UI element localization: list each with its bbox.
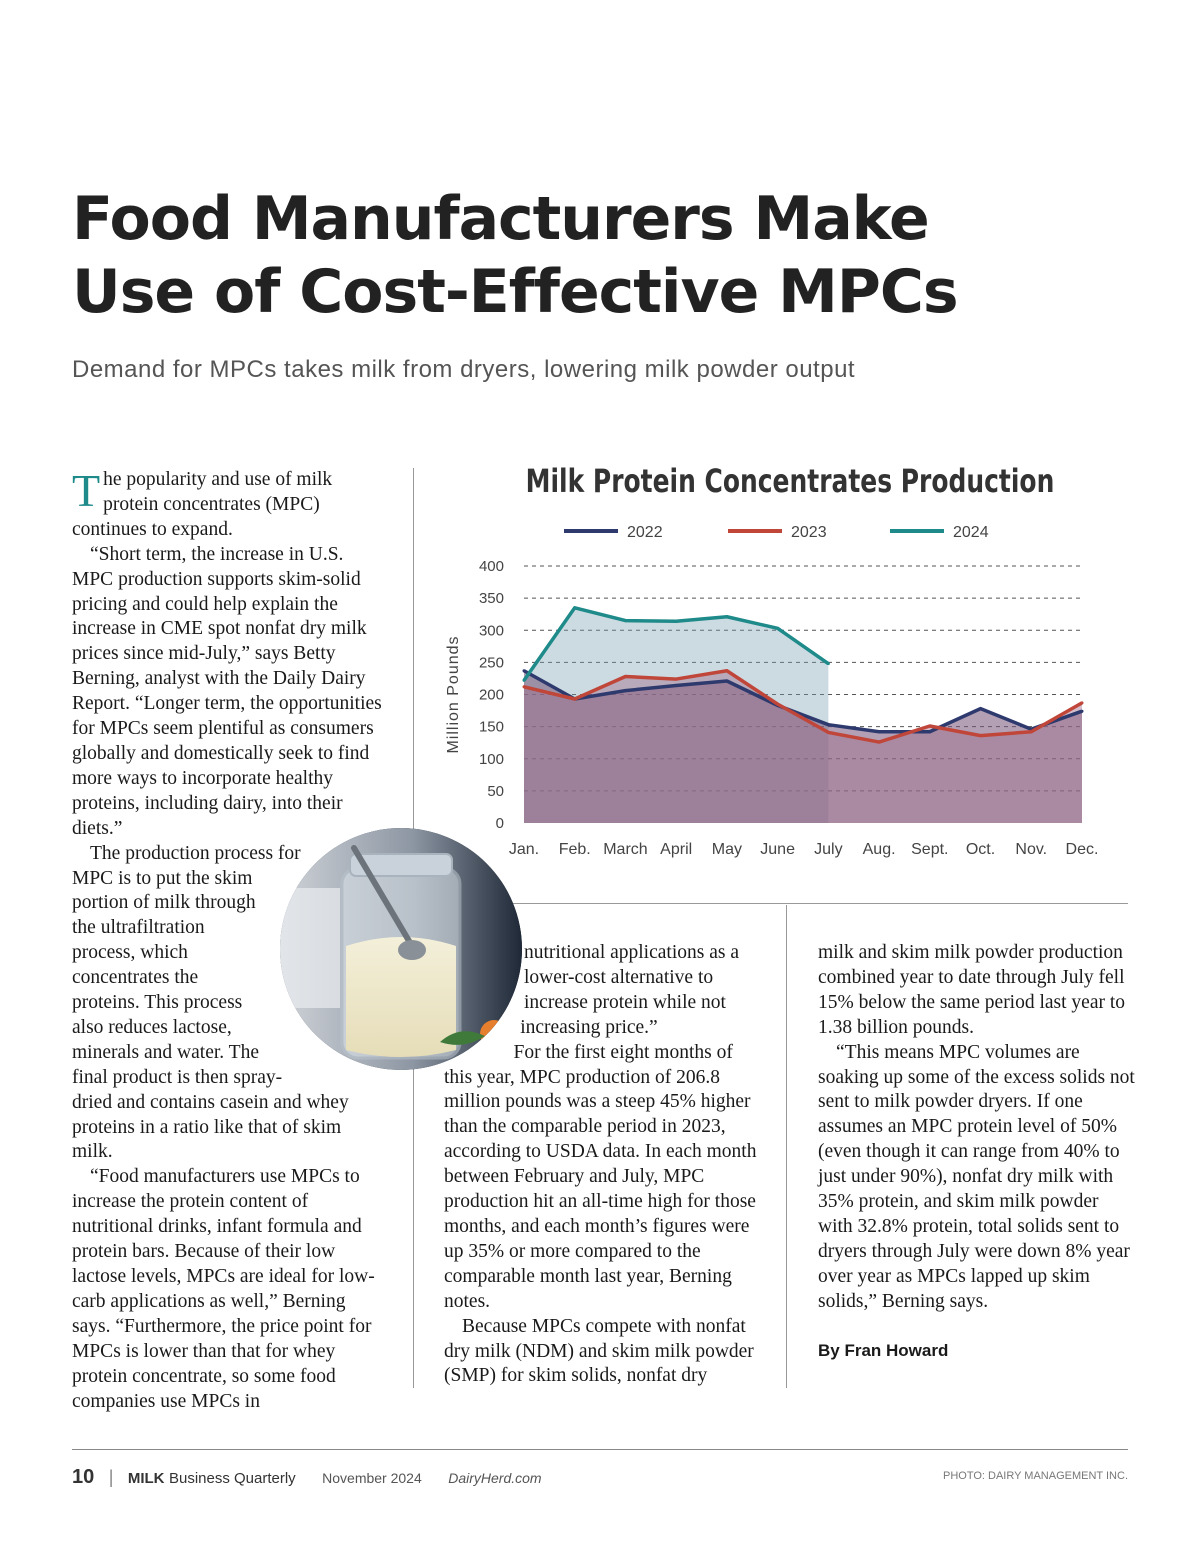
data-point-2024 (573, 606, 576, 609)
data-point-2024 (725, 615, 728, 618)
data-point-2023 (624, 675, 627, 678)
data-point-2023 (1030, 730, 1033, 733)
data-point-2024 (776, 627, 779, 630)
x-tick-label: May (711, 841, 743, 858)
data-point-2023 (776, 703, 779, 706)
col1-paragraph-3: The production process for MPC is to put the skim portion of milk through the ultrafiltration process, which concentrates the proteins. This process also reduces lactose, minerals and water. The final product is then spray-dried and contains casein and whey proteins in a ratio like that of skim milk. (72, 842, 349, 1163)
data-point-2023 (979, 734, 982, 737)
y-tick-label: 400 (478, 558, 504, 575)
x-tick-label: March (603, 841, 648, 858)
data-point-2022 (928, 730, 931, 733)
data-point-2023 (675, 678, 678, 681)
col3-paragraph-1: milk and skim milk powder production combined year to date through July fell 15% below the same period last year to 1.38 billion pounds. (818, 942, 1126, 1038)
col2-paragraph-1: nutritional applications as a lower-cost alternative to increase protein while not increasing price.” (520, 942, 739, 1038)
y-tick-label: 350 (478, 590, 504, 608)
issue-date: November 2024 (322, 1470, 422, 1486)
column-rule-2 (786, 905, 787, 1388)
byline: By Fran Howard (818, 1340, 949, 1360)
y-tick-label: 0 (495, 815, 504, 832)
x-tick-label: July (814, 841, 843, 858)
y-tick-label: 100 (478, 750, 504, 768)
col2-paragraph-2: For the first eight months of this year, MPC production of 206.8 million pounds was a steep 45% higher than the comparable period in 2023, according to USDA data. In each month between February and July, MPC production hit an all-time high for those months, and each month’s figures were up 35% or more compared to the comparable month last year, Berning notes. (444, 1041, 757, 1312)
footer-separator: | (108, 1467, 114, 1487)
website-link[interactable]: DairyHerd.com (448, 1470, 542, 1486)
article-title (72, 183, 1132, 329)
y-tick-label: 50 (487, 782, 504, 800)
col3-paragraph-2: “This means MPC volumes are soaking up some of the excess solids not sent to milk powder dryers. If one assumes an MPC protein level of 50% (even though it can range from 40% to just under 90%), nonfat dry milk with 35% protein, and skim milk powder with 32.8% protein, total solids sent to dryers through July were down 8% year over year as MPCs lapped up skim solids,” Berning says. (818, 1041, 1135, 1312)
legend-label-2022: 2022 (627, 524, 663, 541)
data-point-2022 (624, 689, 627, 692)
data-point-2023 (573, 697, 576, 700)
legend-label-2024: 2024 (953, 524, 989, 541)
data-point-2024 (827, 662, 830, 665)
data-point-2023 (878, 741, 881, 744)
publication-name: Business Quarterly (168, 1470, 296, 1487)
mpc-production-chart (430, 512, 1130, 872)
dropcap: T (72, 465, 101, 516)
col1-paragraph-1: he popularity and use of milk protein concentrates (MPC) continues to expand. (72, 469, 333, 540)
x-tick-label: Sept. (911, 841, 949, 858)
title-line-1: Food Manufacturers Make (72, 184, 929, 254)
y-tick-label: 250 (478, 654, 504, 672)
footer (72, 1466, 1128, 1496)
legend-label-2023: 2023 (791, 524, 827, 541)
col2-paragraph-3: Because MPCs compete with nonfat dry milk (NDM) and skim milk powder (SMP) for skim solids, nonfat dry (444, 1315, 754, 1387)
article-column-3 (818, 941, 1138, 1364)
data-point-2022 (523, 669, 526, 672)
data-point-2022 (725, 680, 728, 683)
data-point-2022 (979, 707, 982, 710)
x-tick-label: Jan. (508, 841, 540, 858)
y-tick-label: 200 (478, 686, 504, 704)
photo-credit: PHOTO: DAIRY MANAGEMENT INC. (943, 1470, 1128, 1482)
y-axis-label: Million Pounds (445, 635, 462, 754)
data-point-2022 (1081, 710, 1084, 713)
data-point-2022 (827, 723, 830, 726)
data-point-2022 (878, 730, 881, 733)
data-point-2023 (827, 731, 830, 734)
data-point-2023 (928, 724, 931, 727)
x-tick-label: Dec. (1065, 841, 1099, 858)
data-point-2024 (675, 620, 678, 623)
chart-bottom-rule (430, 903, 1128, 904)
data-point-2024 (523, 679, 526, 682)
col1-paragraph-4: “Food manufacturers use MPCs to increase the protein content of nutritional drinks, infant formula and protein bars. Because of their low lactose levels, MPCs are ideal for low-carb applications as well,” Berning says. “Furthermore, the price point for MPCs is lower than that for whey protein concentrate, so some food companies use MPCs in (72, 1166, 375, 1412)
data-point-2024 (624, 619, 627, 622)
data-point-2022 (675, 684, 678, 687)
page-number: 10 (72, 1466, 95, 1488)
col1-paragraph-2: “Short term, the increase in U.S. MPC production supports skim-solid pricing and could help explain the increase in CME spot nonfat dry milk prices since mid-July,” says Betty Berning, analyst with the Daily Dairy Report. “Longer term, the opportunities for MPCs seem plentiful as consumers globally and domestically seek to find more ways to incorporate healthy proteins, including dairy, into their diets.” (72, 543, 382, 839)
footer-rule (72, 1449, 1128, 1450)
publication-name-bold: MILK (127, 1470, 165, 1487)
x-tick-label: Nov. (1015, 841, 1048, 858)
y-tick-label: 300 (478, 622, 504, 640)
x-tick-label: Aug. (862, 841, 896, 858)
x-tick-label: June (760, 841, 795, 858)
x-tick-label: Feb. (558, 841, 591, 858)
title-line-2: Use of Cost-Effective MPCs (72, 257, 958, 328)
data-point-2023 (725, 669, 728, 672)
article-subtitle: Demand for MPCs takes milk from dryers, lowering milk powder output (72, 356, 856, 383)
data-point-2023 (523, 685, 526, 688)
chart-title: Milk Protein Concentrates Production (525, 462, 1055, 500)
x-tick-label: April (660, 841, 693, 858)
data-point-2023 (1081, 701, 1084, 704)
x-tick-label: Oct. (965, 841, 996, 858)
y-tick-label: 150 (478, 718, 504, 736)
